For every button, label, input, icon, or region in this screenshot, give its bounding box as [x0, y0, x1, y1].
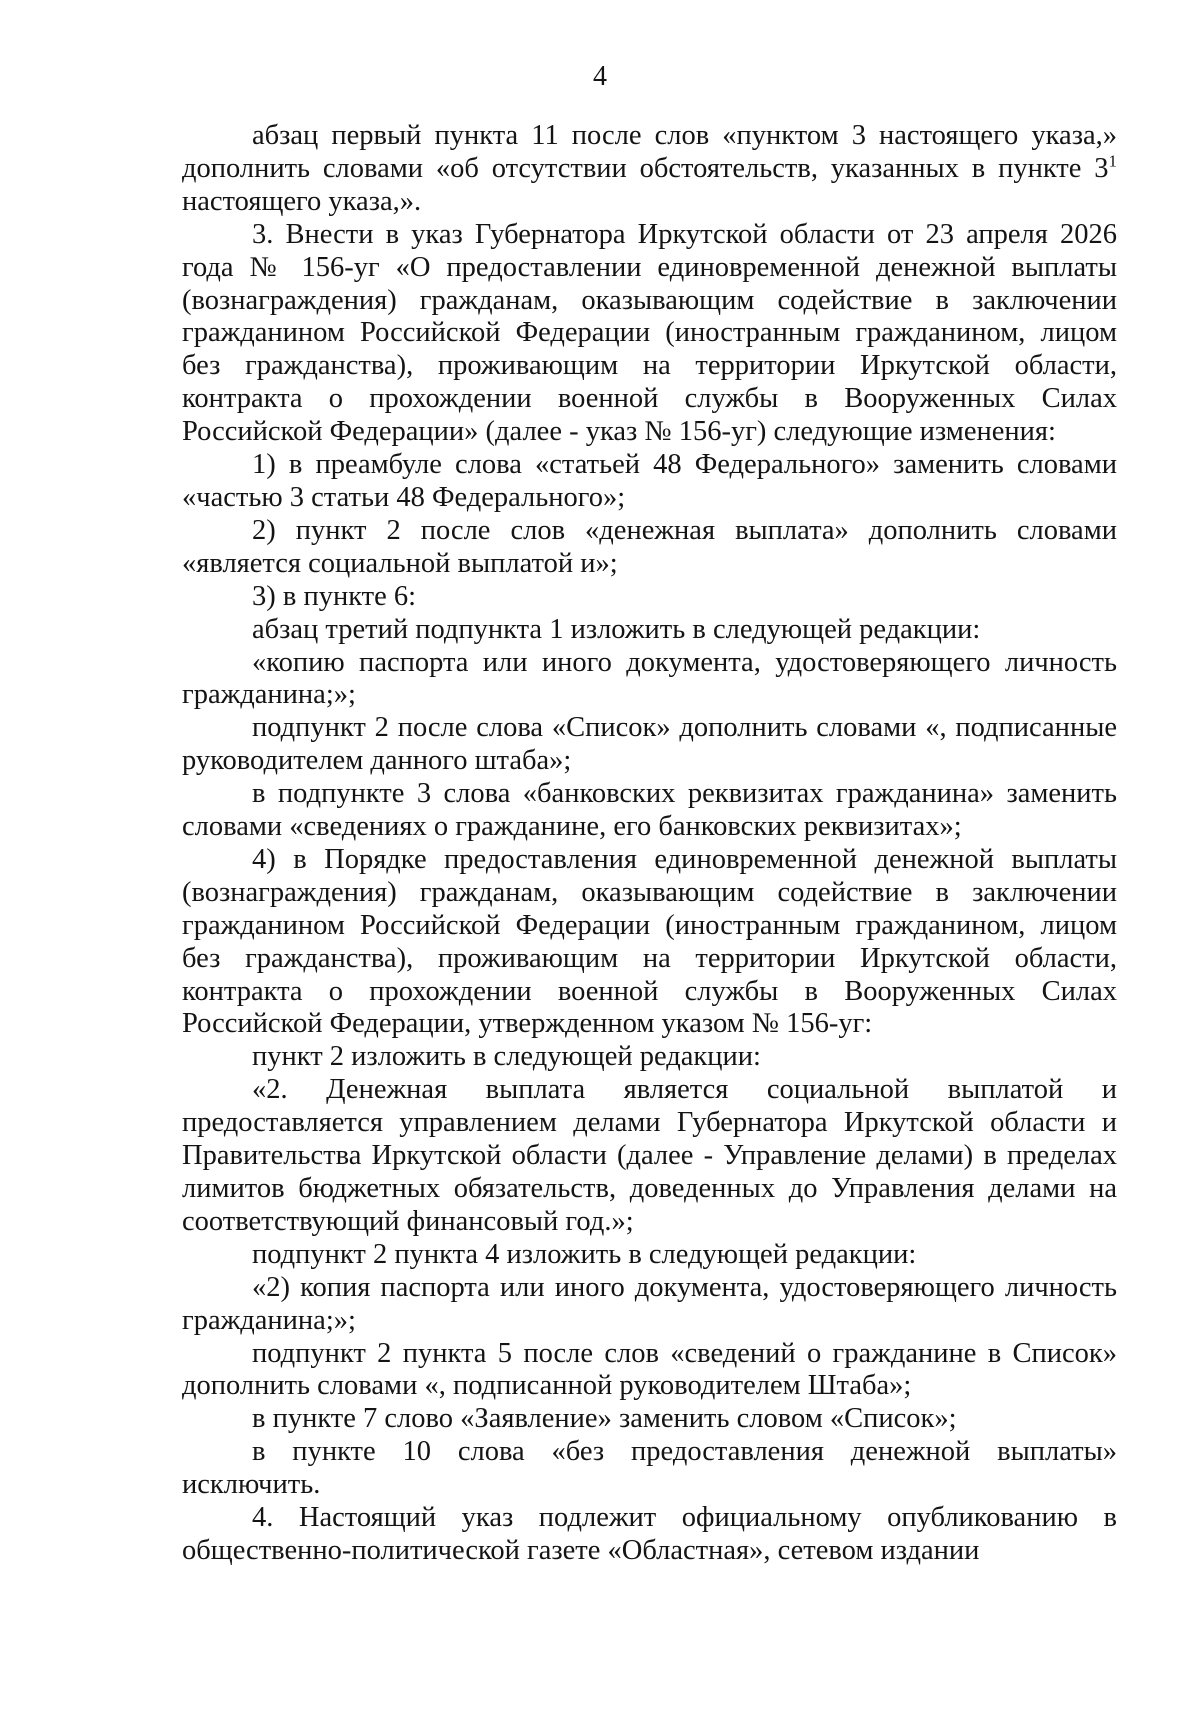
paragraph-text: абзац первый пункта 11 после слов «пунктом 3 настоящего указа,» дополнить словами «об отсутствии обстоятельств, указанных в пункте 3: [182, 120, 1117, 184]
paragraph-15: подпункт 2 пункта 5 после слов «сведений о гражданине в Список» дополнить словами «, подписанной руководителем Штаба»;: [182, 1337, 1117, 1402]
paragraph-12: «2. Денежная выплата является социальной выплатой и предоставляется управлением делами Губернатора Иркутской области и Правительства Иркутской области (далее - Управление делами) в пределах лимитов бюджетных обязательств, доведенных до Управления делами на соответствующий финансовый год.»;: [182, 1074, 1117, 1237]
paragraph-9: в подпункте 3 слова «банковских реквизитах гражданина» заменить словами «сведениях о гражданине, его банковских реквизитах»;: [182, 778, 1117, 843]
document-body: [182, 120, 1117, 1568]
paragraph-16: в пункте 7 слово «Заявление» заменить словом «Список»;: [252, 1403, 957, 1435]
paragraph-5: 3) в пункте 6:: [252, 580, 417, 612]
paragraph-2: 3. Внести в указ Губернатора Иркутской области от 23 апреля 2026 года № 156-уг «О предоставлении единовременной денежной выплаты (вознаграждения) гражданам, оказывающим содействие в заключении гражданином Российской Федерации (иностранным гражданином, лицом без гражданства), проживающим на территории Иркутской области, контракта о прохождении военной службы в Вооруженных Силах Российской Федерации» (далее - указ № 156-уг) следующие изменения:: [182, 218, 1117, 448]
paragraph-text-tail: настоящего указа,».: [182, 185, 422, 217]
paragraph-6: абзац третий подпункта 1 изложить в следующей редакции:: [252, 613, 981, 645]
paragraph-18: 4. Настоящий указ подлежит официальному опубликованию в общественно-политической газете «Областная», сетевом издании: [182, 1502, 1117, 1566]
paragraph-14: «2) копия паспорта или иного документа, удостоверяющего личность гражданина;»;: [182, 1271, 1117, 1336]
paragraph-13: подпункт 2 пункта 4 изложить в следующей редакции:: [252, 1238, 917, 1270]
paragraph-7: «копию паспорта или иного документа, удостоверяющего личность гражданина;»;: [182, 646, 1117, 711]
paragraph-10: 4) в Порядке предоставления единовременной денежной выплаты (вознаграждения) гражданам, оказывающим содействие в заключении гражданином Российской Федерации (иностранным гражданином, лицом без гражданства), проживающим на территории Иркутской области, контракта о прохождении военной службы в Вооруженных Силах Российской Федерации, утвержденном указом № 156-уг:: [182, 843, 1117, 1040]
paragraph-8: подпункт 2 после слова «Список» дополнить словами «, подписанные руководителем данного штаба»;: [182, 712, 1117, 777]
paragraph-11: пункт 2 изложить в следующей редакции:: [252, 1041, 761, 1073]
page-number: 4: [593, 61, 607, 92]
superscript: 1: [1108, 151, 1117, 171]
paragraph-1: [182, 120, 1117, 219]
paragraph-4: 2) пункт 2 после слов «денежная выплата» дополнить словами «является социальной выплатой и»;: [182, 514, 1117, 579]
paragraph-17: в пункте 10 слова «без предоставления денежной выплаты» исключить.: [182, 1436, 1117, 1501]
paragraph-3: 1) в преамбуле слова «статьей 48 Федерального» заменить словами «частью 3 статьи 48 Федерального»;: [182, 449, 1117, 513]
